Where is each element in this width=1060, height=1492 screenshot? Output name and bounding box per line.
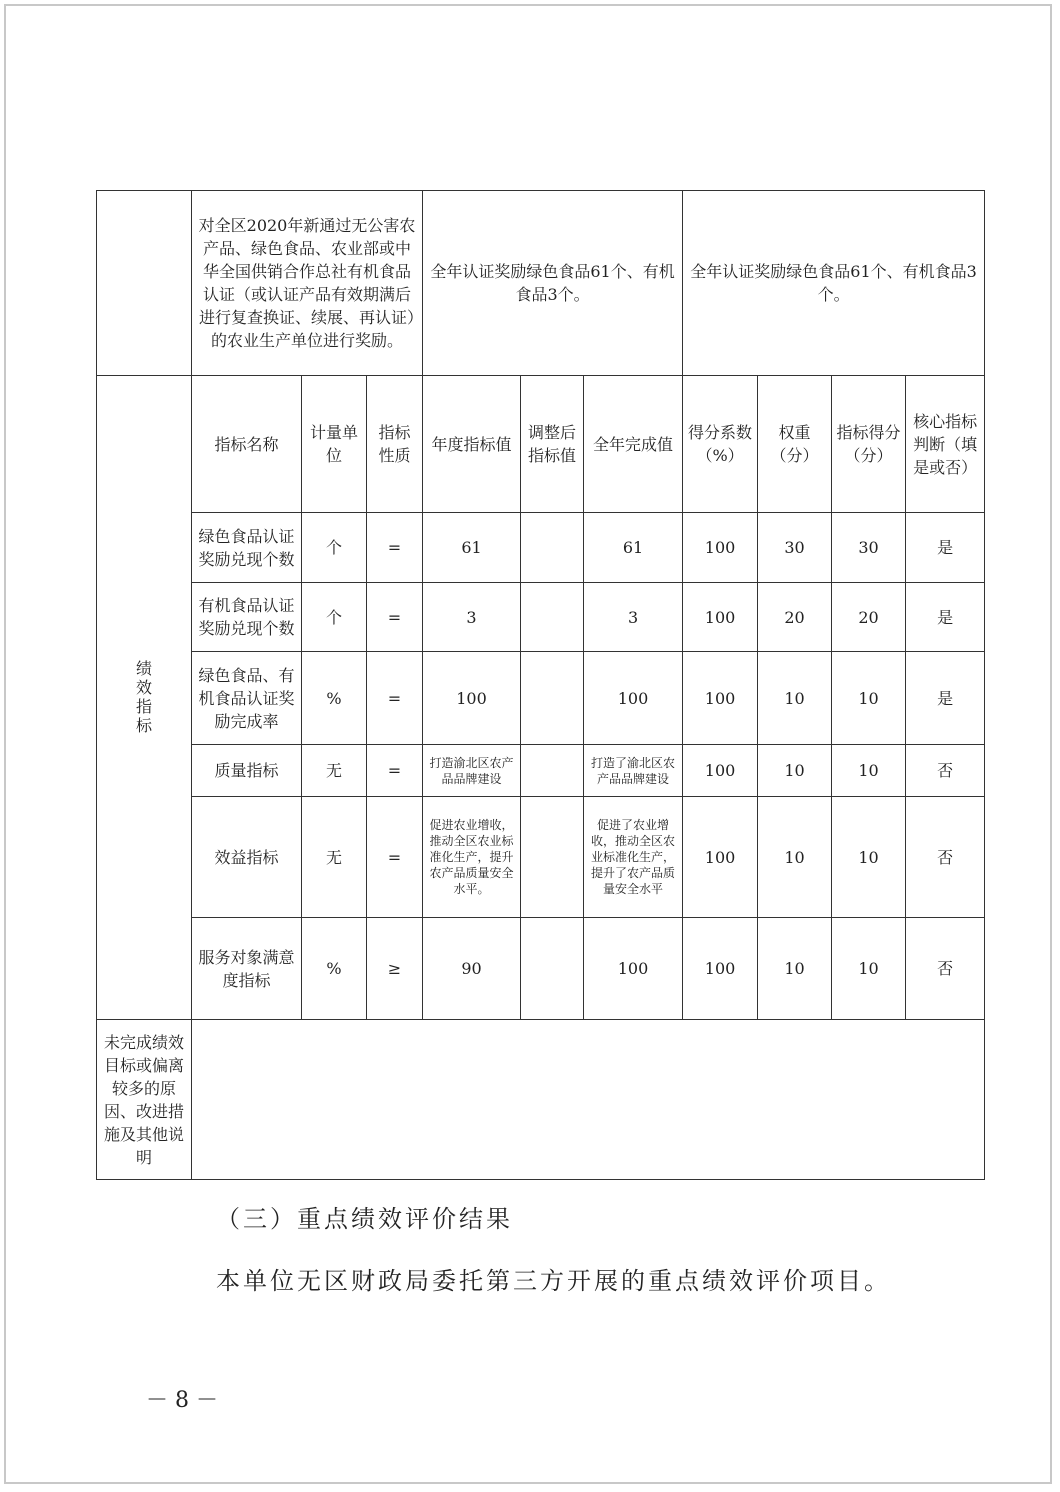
section-heading: （三）重点绩效评价结果 — [216, 1205, 513, 1233]
row-actual: 100 — [584, 918, 683, 1020]
header-row — [97, 376, 985, 513]
row-unit: % — [302, 918, 367, 1020]
description-actual-cell: 全年认证奖励绿色食品61个、有机食品3个。 — [683, 191, 985, 376]
description-row — [97, 191, 985, 376]
row-annual: 打造渝北区农产品品牌建设 — [423, 745, 521, 797]
row-core: 否 — [906, 918, 985, 1020]
performance-table — [96, 190, 985, 1180]
row-weight: 30 — [758, 513, 832, 583]
table-row — [97, 652, 985, 745]
row-annual: 促进农业增收，推动全区农业标准化生产，提升农产品质量安全水平。 — [423, 797, 521, 918]
row-unit: 无 — [302, 797, 367, 918]
row-name: 有机食品认证奖励兑现个数 — [192, 583, 302, 652]
row-unit: 无 — [302, 745, 367, 797]
row-score: 10 — [832, 797, 906, 918]
row-nature: = — [367, 745, 423, 797]
table-row — [97, 513, 985, 583]
table-row — [97, 745, 985, 797]
row-core: 是 — [906, 513, 985, 583]
row-coef: 100 — [683, 583, 758, 652]
remarks-label: 未完成绩效目标或偏离较多的原因、改进措施及其他说明 — [97, 1020, 192, 1180]
description-row-label — [97, 191, 192, 376]
header-annual: 年度指标值 — [423, 376, 521, 513]
row-name: 效益指标 — [192, 797, 302, 918]
row-name: 服务对象满意度指标 — [192, 918, 302, 1020]
row-core: 是 — [906, 583, 985, 652]
row-core: 否 — [906, 745, 985, 797]
row-nature: = — [367, 797, 423, 918]
row-weight: 10 — [758, 918, 832, 1020]
header-name: 指标名称 — [192, 376, 302, 513]
row-name: 绿色食品认证奖励兑现个数 — [192, 513, 302, 583]
row-weight: 10 — [758, 797, 832, 918]
table-row — [97, 797, 985, 918]
row-nature: = — [367, 513, 423, 583]
remarks-value — [192, 1020, 985, 1180]
header-actual: 全年完成值 — [584, 376, 683, 513]
row-name: 质量指标 — [192, 745, 302, 797]
row-annual: 61 — [423, 513, 521, 583]
body-paragraph: 本单位无区财政局委托第三方开展的重点绩效评价项目。 — [216, 1267, 891, 1295]
row-nature: = — [367, 652, 423, 745]
row-annual: 3 — [423, 583, 521, 652]
row-adjusted — [521, 513, 584, 583]
table-row — [97, 918, 985, 1020]
row-nature: = — [367, 583, 423, 652]
row-name: 绿色食品、有机食品认证奖励完成率 — [192, 652, 302, 745]
row-weight: 20 — [758, 583, 832, 652]
row-adjusted — [521, 583, 584, 652]
header-core: 核心指标判断（填是或否） — [906, 376, 985, 513]
header-unit: 计量单位 — [302, 376, 367, 513]
page-number: － 8 － — [146, 1388, 218, 1413]
row-annual: 90 — [423, 918, 521, 1020]
row-unit: 个 — [302, 513, 367, 583]
description-target-cell: 全年认证奖励绿色食品61个、有机食品3个。 — [423, 191, 683, 376]
row-score: 20 — [832, 583, 906, 652]
table-row — [97, 583, 985, 652]
row-coef: 100 — [683, 797, 758, 918]
row-score: 30 — [832, 513, 906, 583]
row-adjusted — [521, 652, 584, 745]
row-actual: 促进了农业增收，推动全区农业标准化生产，提升了农产品质量安全水平 — [584, 797, 683, 918]
row-nature: ≥ — [367, 918, 423, 1020]
row-coef: 100 — [683, 513, 758, 583]
row-actual: 61 — [584, 513, 683, 583]
header-weight: 权重（分） — [758, 376, 832, 513]
row-actual: 100 — [584, 652, 683, 745]
row-unit: 个 — [302, 583, 367, 652]
header-adjusted: 调整后指标值 — [521, 376, 584, 513]
row-actual: 打造了渝北区农产品品牌建设 — [584, 745, 683, 797]
row-weight: 10 — [758, 745, 832, 797]
description-content-cell: 对全区2020年新通过无公害农产品、绿色食品、农业部或中华全国供销合作总社有机食品认证（或认证产品有效期满后进行复查换证、续展、再认证）的农业生产单位进行奖励。 — [192, 191, 423, 376]
row-coef: 100 — [683, 918, 758, 1020]
row-score: 10 — [832, 652, 906, 745]
row-annual: 100 — [423, 652, 521, 745]
remarks-row — [97, 1020, 985, 1180]
row-weight: 10 — [758, 652, 832, 745]
row-core: 否 — [906, 797, 985, 918]
row-adjusted — [521, 745, 584, 797]
row-adjusted — [521, 797, 584, 918]
row-score: 10 — [832, 745, 906, 797]
row-actual: 3 — [584, 583, 683, 652]
section-label-cell — [97, 376, 192, 1020]
row-adjusted — [521, 918, 584, 1020]
section-label: 绩效指标 — [135, 658, 152, 735]
header-score: 指标得分（分） — [832, 376, 906, 513]
row-unit: % — [302, 652, 367, 745]
row-coef: 100 — [683, 745, 758, 797]
row-score: 10 — [832, 918, 906, 1020]
header-nature: 指标性质 — [367, 376, 423, 513]
header-coef: 得分系数（%） — [683, 376, 758, 513]
row-core: 是 — [906, 652, 985, 745]
row-coef: 100 — [683, 652, 758, 745]
